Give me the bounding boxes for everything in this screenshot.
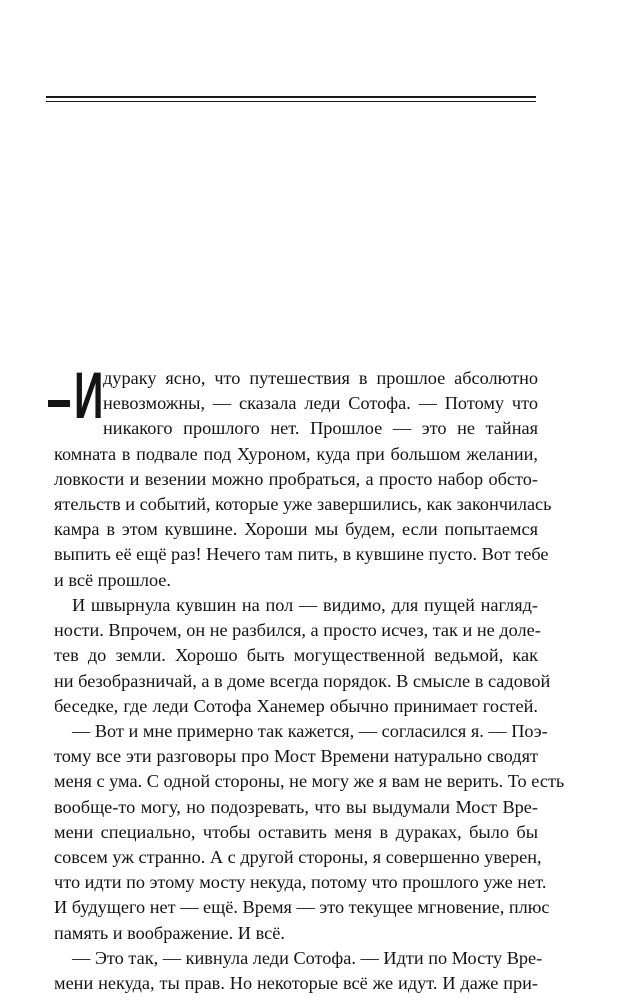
text-line: И швырнула кувшин на пол — видимо, для пущей нагляд- xyxy=(72,594,538,615)
text-line: никакого прошлого нет. Прошлое — это не тайная xyxy=(103,418,538,439)
text-line: ловкости и везении можно пробраться, а просто набор обсто- xyxy=(54,468,538,489)
text-line: И будущего нет — ещё. Время — это текущее мгновение, плюс xyxy=(54,897,550,918)
drop-cap xyxy=(48,358,104,432)
text-line: ности. Впрочем, он не разбился, а просто исчез, так и не доле- xyxy=(54,620,541,641)
text-line: ни безобразничай, а в доме всегда порядок. В смысле в садовой xyxy=(54,670,551,691)
text-line: выпить её ещё раз! Нечего там пить, в кувшине пусто. Вот тебе xyxy=(54,544,549,565)
text-line: память и воображение. И всё. xyxy=(54,922,285,943)
drop-cap-dash xyxy=(48,400,70,407)
text-line: мени специально, чтобы оставить меня в дураках, было бы xyxy=(54,821,538,842)
text-line: беседке, где леди Сотофа Ханемер обычно принимает гостей. xyxy=(54,695,538,716)
text-line: вообще-то могу, но подозревать, что вы выдумали Мост Вре- xyxy=(54,796,538,817)
text-line: что идти по этому мосту некуда, потому что прошлого уже нет. xyxy=(54,872,547,893)
text-line: тев до земли. Хорошо быть могущественной ведьмой, как xyxy=(54,645,538,666)
text-line: — Вот и мне примерно так кажется, — согласился я. — Поэ- xyxy=(72,720,548,741)
text-line: — Это так, — кивнула леди Сотофа. — Идти по Мосту Вре- xyxy=(72,947,543,968)
text-line: ятельств и событий, которые уже завершились, как закончилась xyxy=(54,494,552,515)
text-line: и всё прошлое. xyxy=(54,569,171,590)
drop-cap-letter: И xyxy=(74,358,104,432)
top-rule-thin xyxy=(46,101,536,102)
text-line: меня с ума. С одной стороны, не могу же я вам не верить. То есть xyxy=(54,771,565,792)
top-rule xyxy=(46,96,536,98)
text-line: камра в этом кувшине. Хороши мы будем, если попытаемся xyxy=(54,519,538,540)
text-line: мени некуда, ты прав. Но некоторые всё же идут. И даже при- xyxy=(54,973,538,993)
text-line: дураку ясно, что путешествия в прошлое абсолютно xyxy=(103,368,538,388)
text-line: тому все эти разговоры про Мост Времени натурально сводят xyxy=(54,746,538,767)
text-line: невозможны, — сказала леди Сотофа. — Потому что xyxy=(103,393,538,414)
text-line: совсем уж странно. А с другой стороны, я совершенно уверен, xyxy=(54,846,542,867)
text-line: комната в подвале под Хуроном, куда при большом желании, xyxy=(54,443,538,464)
